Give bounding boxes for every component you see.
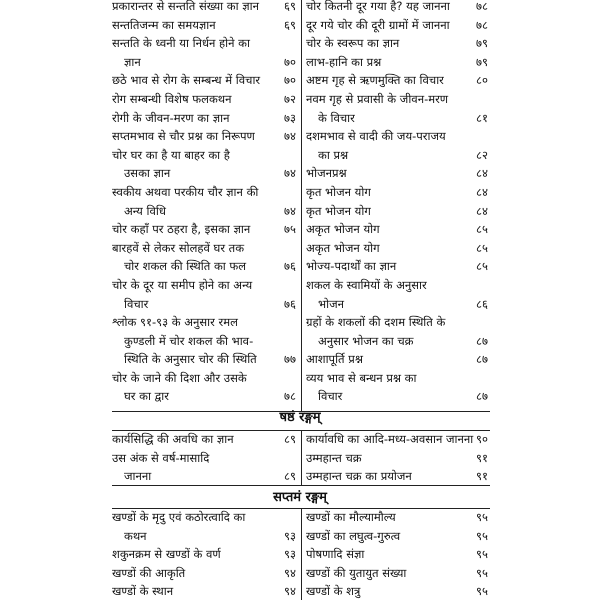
toc-entry xyxy=(112,53,298,72)
toc-entry xyxy=(306,369,490,388)
toc-entry-title: खण्डों के मृदु एवं कठोरत्वादि का xyxy=(112,510,246,524)
toc-entry-page-number: ८४ xyxy=(476,166,488,181)
toc-entry xyxy=(112,202,298,221)
toc-entry-title: स्थिति के अनुसार चोर की स्थिति xyxy=(124,352,257,367)
toc-entry xyxy=(112,127,298,146)
toc-entry-title: अनुसार भोजन का चक्र xyxy=(318,333,414,348)
toc-entry-title: शकल के स्वामियों के अनुसार xyxy=(306,277,427,292)
toc-entry-title: का प्रश्न xyxy=(318,147,349,162)
toc-entry xyxy=(112,164,298,183)
toc-entry xyxy=(306,313,490,332)
toc-entry xyxy=(306,71,490,90)
toc-entry xyxy=(306,146,490,165)
toc-entry xyxy=(306,387,490,406)
toc-entry-title: रोगी के जीवन-मरण का ज्ञान xyxy=(112,110,230,125)
toc-entry-title: अष्टम गृह से ऋणमुक्ति का विचार xyxy=(306,73,444,88)
toc-entry xyxy=(112,90,298,109)
toc-entry-title: खण्डों का लघुत्व-गुरुत्व xyxy=(306,528,401,543)
toc-entry-title: श्लोक ९१-९३ के अनुसार रमल xyxy=(112,315,238,330)
toc-entry-page-number: ७९ xyxy=(476,36,488,51)
toc-entry-title: अकृत भोजन योग xyxy=(306,240,380,255)
toc-entry xyxy=(112,430,298,449)
toc-entry-page-number: ७० xyxy=(284,73,296,88)
toc-entry-title: स्वकीय अथवा परकीय चौर ज्ञान की xyxy=(112,184,259,199)
toc-entry-title: उम्महान्त चक्र xyxy=(306,450,362,465)
toc-entry xyxy=(112,295,298,314)
toc-entry xyxy=(306,53,490,72)
toc-entry-title: दूर गये चोर की दूरी ग्रामों में जानना xyxy=(306,17,450,32)
toc-entry xyxy=(306,332,490,351)
toc-entry xyxy=(112,239,298,258)
toc-entry-page-number: ७४ xyxy=(284,203,296,218)
section-heading-shashtham: षष्ठं रङ्गम् xyxy=(279,410,321,425)
toc-entry xyxy=(306,164,490,183)
toc-entry-page-number: ७६ xyxy=(284,259,296,274)
toc-entry-title: चोर कहाँ पर ठहरा है, इसका ज्ञान xyxy=(112,222,251,237)
toc-entry-title: आशापूर्ति प्रश्न xyxy=(306,352,363,367)
toc-entry xyxy=(112,257,298,276)
toc-entry xyxy=(306,449,490,468)
toc-entry xyxy=(306,276,490,295)
toc-entry-title: ज्ञान xyxy=(124,54,141,69)
toc-entry-page-number: ८२ xyxy=(476,147,488,162)
toc-entry xyxy=(306,508,490,527)
toc-entry-page-number: ९३ xyxy=(284,528,296,543)
toc-entry-page-number: ८९ xyxy=(284,469,296,484)
toc-left-column xyxy=(112,0,298,406)
toc-entry xyxy=(112,467,298,486)
toc-entry-title: जानना xyxy=(124,469,152,484)
toc-entry xyxy=(306,90,490,109)
toc-entry-page-number: ७४ xyxy=(284,129,296,144)
toc-entry-title: कुण्डली में चोर शकल की भाव- xyxy=(124,333,254,348)
toc-entry xyxy=(306,220,490,239)
toc-entry xyxy=(306,295,490,314)
toc-entry-page-number: ८७ xyxy=(476,389,488,404)
toc-entry-page-number: ८६ xyxy=(476,296,488,311)
toc-entry xyxy=(306,564,490,583)
toc-entry-page-number: ६९ xyxy=(284,17,296,32)
toc-right-column xyxy=(306,0,490,406)
toc-entry-title: सप्तमभाव से चौर प्रश्न का निरूपण xyxy=(112,129,255,144)
toc-right-column xyxy=(306,430,490,486)
toc-entry xyxy=(306,202,490,221)
toc-entry-title: कृत भोजन योग xyxy=(306,184,371,199)
toc-entry xyxy=(112,146,298,165)
toc-entry-title: रोग सम्बन्धी विशेष फलकथन xyxy=(112,91,232,106)
toc-entry xyxy=(112,71,298,90)
toc-entry-page-number: ९४ xyxy=(284,565,296,580)
toc-entry-page-number: ९१ xyxy=(476,469,488,484)
toc-left-column xyxy=(112,430,298,486)
toc-entry-page-number: ७५ xyxy=(284,222,296,237)
toc-entry-title: चोर कितनी दूर गया है? यह जानना xyxy=(306,0,450,13)
toc-entry xyxy=(306,34,490,53)
toc-entry-page-number: ८५ xyxy=(476,240,488,255)
toc-entry xyxy=(112,369,298,388)
toc-entry-title: उस अंक से वर्ष-मासादि xyxy=(112,450,210,465)
toc-entry-page-number: ८४ xyxy=(476,203,488,218)
toc-entry-title: सन्तति के ध्वनी या निर्धन होने का xyxy=(112,36,250,51)
toc-entry-page-number: ६९ xyxy=(284,0,296,13)
toc-entry-title: भोजन xyxy=(318,296,344,311)
toc-entry xyxy=(306,109,490,128)
toc-entry-page-number: ७३ xyxy=(284,110,296,125)
toc-entry xyxy=(112,527,298,546)
toc-entry xyxy=(112,16,298,35)
toc-entry-title: घर का द्वार xyxy=(124,389,169,404)
toc-entry-page-number: ७८ xyxy=(476,0,488,13)
toc-section-2 xyxy=(0,430,600,486)
toc-entry-page-number: ८० xyxy=(476,73,488,88)
toc-entry xyxy=(306,0,490,16)
toc-entry xyxy=(112,332,298,351)
toc-entry-title: कार्यसिद्धि की अवधि का ज्ञान xyxy=(112,432,234,446)
toc-entry xyxy=(112,449,298,468)
toc-entry-page-number: ७७ xyxy=(284,352,296,367)
toc-entry-page-number: ८७ xyxy=(476,352,488,367)
toc-entry-title: चोर घर का है या बाहर का है xyxy=(112,147,230,162)
toc-entry xyxy=(112,109,298,128)
toc-entry xyxy=(306,350,490,369)
toc-entry-title: पोषणादि संज्ञा xyxy=(306,547,365,562)
toc-entry-title: उम्महान्त चक्र का प्रयोजन xyxy=(306,469,412,484)
toc-section-3 xyxy=(0,508,600,600)
toc-entry xyxy=(112,220,298,239)
toc-entry-page-number: ८४ xyxy=(476,184,488,199)
toc-entry-title: दशमभाव से वादी की जय-पराजय xyxy=(306,129,446,144)
toc-entry-page-number: ८५ xyxy=(476,259,488,274)
toc-entry xyxy=(112,545,298,564)
toc-entry xyxy=(112,387,298,406)
toc-entry-page-number: ७८ xyxy=(284,389,296,404)
toc-entry-title: अन्य विधि xyxy=(124,203,166,218)
toc-entry-page-number: ७८ xyxy=(476,17,488,32)
toc-entry-page-number: ७६ xyxy=(284,296,296,311)
toc-entry-title: चोर के दूर या समीप होने का अन्य xyxy=(112,277,253,292)
toc-entry-page-number: ९० xyxy=(476,432,488,446)
toc-entry-page-number: ९५ xyxy=(476,510,488,524)
toc-entry-title: कार्यावधि का आदि-मध्य-अवसान जानना xyxy=(306,432,474,446)
toc-entry-title: चोर के जाने की दिशा और उसके xyxy=(112,370,247,385)
toc-entry-title: अकृत भोजन योग xyxy=(306,222,380,237)
toc-entry xyxy=(306,257,490,276)
toc-entry xyxy=(306,430,490,449)
column-divider xyxy=(301,508,302,600)
toc-entry xyxy=(112,313,298,332)
toc-entry-title: चोर शकल की स्थिति का फल xyxy=(124,259,247,274)
toc-entry-page-number: ८९ xyxy=(284,432,296,446)
toc-entry-page-number: ९५ xyxy=(476,528,488,543)
toc-entry-page-number: ८७ xyxy=(476,333,488,348)
toc-entry-page-number: ९५ xyxy=(476,547,488,562)
toc-entry xyxy=(112,564,298,583)
toc-entry-title: खण्डों का मौल्यामौल्य xyxy=(306,510,396,524)
toc-entry xyxy=(112,276,298,295)
toc-entry xyxy=(306,127,490,146)
column-divider xyxy=(301,430,302,486)
toc-entry-title: खण्डों के शत्रु xyxy=(306,584,361,599)
toc-entry-page-number: ९५ xyxy=(476,584,488,599)
toc-entry xyxy=(112,582,298,601)
toc-entry-title: खण्डों की युतायुत संख्या xyxy=(306,565,407,580)
toc-entry xyxy=(306,16,490,35)
toc-entry-title: प्रकारान्तर से सन्तति संख्या का ज्ञान xyxy=(112,0,259,13)
column-divider xyxy=(301,0,302,412)
toc-entry-title: खण्डों के स्थान xyxy=(112,584,174,599)
toc-entry-title: ग्रहों के शकलों की दशम स्थिति के xyxy=(306,315,446,330)
toc-entry-page-number: ९३ xyxy=(284,547,296,562)
toc-entry-page-number: ७४ xyxy=(284,166,296,181)
toc-entry xyxy=(306,527,490,546)
toc-entry-title: छठे भाव से रोग के सम्बन्ध में विचार xyxy=(112,73,261,88)
toc-entry-title: शकुनक्रम से खण्डों के वर्ण xyxy=(112,547,221,562)
toc-entry xyxy=(306,545,490,564)
toc-entry-title: चोर के स्वरूप का ज्ञान xyxy=(306,36,400,51)
toc-entry xyxy=(112,183,298,202)
toc-entry-title: के विचार xyxy=(318,110,355,125)
toc-entry xyxy=(112,508,298,527)
toc-entry-page-number: ९५ xyxy=(476,565,488,580)
toc-entry-title: कथन xyxy=(124,528,147,543)
toc-entry xyxy=(306,467,490,486)
toc-entry xyxy=(306,183,490,202)
toc-entry-title: नवम गृह से प्रवासी के जीवन-मरण xyxy=(306,91,449,106)
toc-entry-page-number: ७२ xyxy=(284,91,296,106)
toc-entry-page-number: ९१ xyxy=(476,450,488,465)
toc-entry xyxy=(306,239,490,258)
toc-entry-title: बारहवें से लेकर सोलहवें घर तक xyxy=(112,240,245,255)
toc-entry-page-number: ७९ xyxy=(476,54,488,69)
toc-entry-title: उसका ज्ञान xyxy=(124,166,171,181)
toc-entry-title: भोजनप्रश्न xyxy=(306,166,347,181)
toc-entry-title: भोज्य-पदार्थों का ज्ञान xyxy=(306,259,397,274)
toc-entry-title: खण्डों की आकृति xyxy=(112,565,186,580)
toc-entry xyxy=(112,350,298,369)
toc-left-column xyxy=(112,508,298,601)
toc-entry-page-number: ९४ xyxy=(284,584,296,599)
toc-entry-title: व्यय भाव से बन्धन प्रश्न का xyxy=(306,370,417,385)
toc-entry-page-number: ८५ xyxy=(476,222,488,237)
toc-entry-page-number: ७० xyxy=(284,54,296,69)
toc-entry xyxy=(306,582,490,601)
toc-entry-title: कृत भोजन योग xyxy=(306,203,371,218)
toc-entry-title: विचार xyxy=(124,296,149,311)
toc-entry-title: लाभ-हानि का प्रश्न xyxy=(306,54,382,69)
toc-right-column xyxy=(306,508,490,601)
toc-entry xyxy=(112,34,298,53)
toc-entry-title: सन्ततिजन्म का समयज्ञान xyxy=(112,17,216,32)
toc-entry xyxy=(112,0,298,16)
section-heading-saptamam: सप्तमं रङ्गम् xyxy=(273,490,327,505)
toc-entry-title: विचार xyxy=(318,389,343,404)
toc-entry-page-number: ८१ xyxy=(476,110,488,125)
